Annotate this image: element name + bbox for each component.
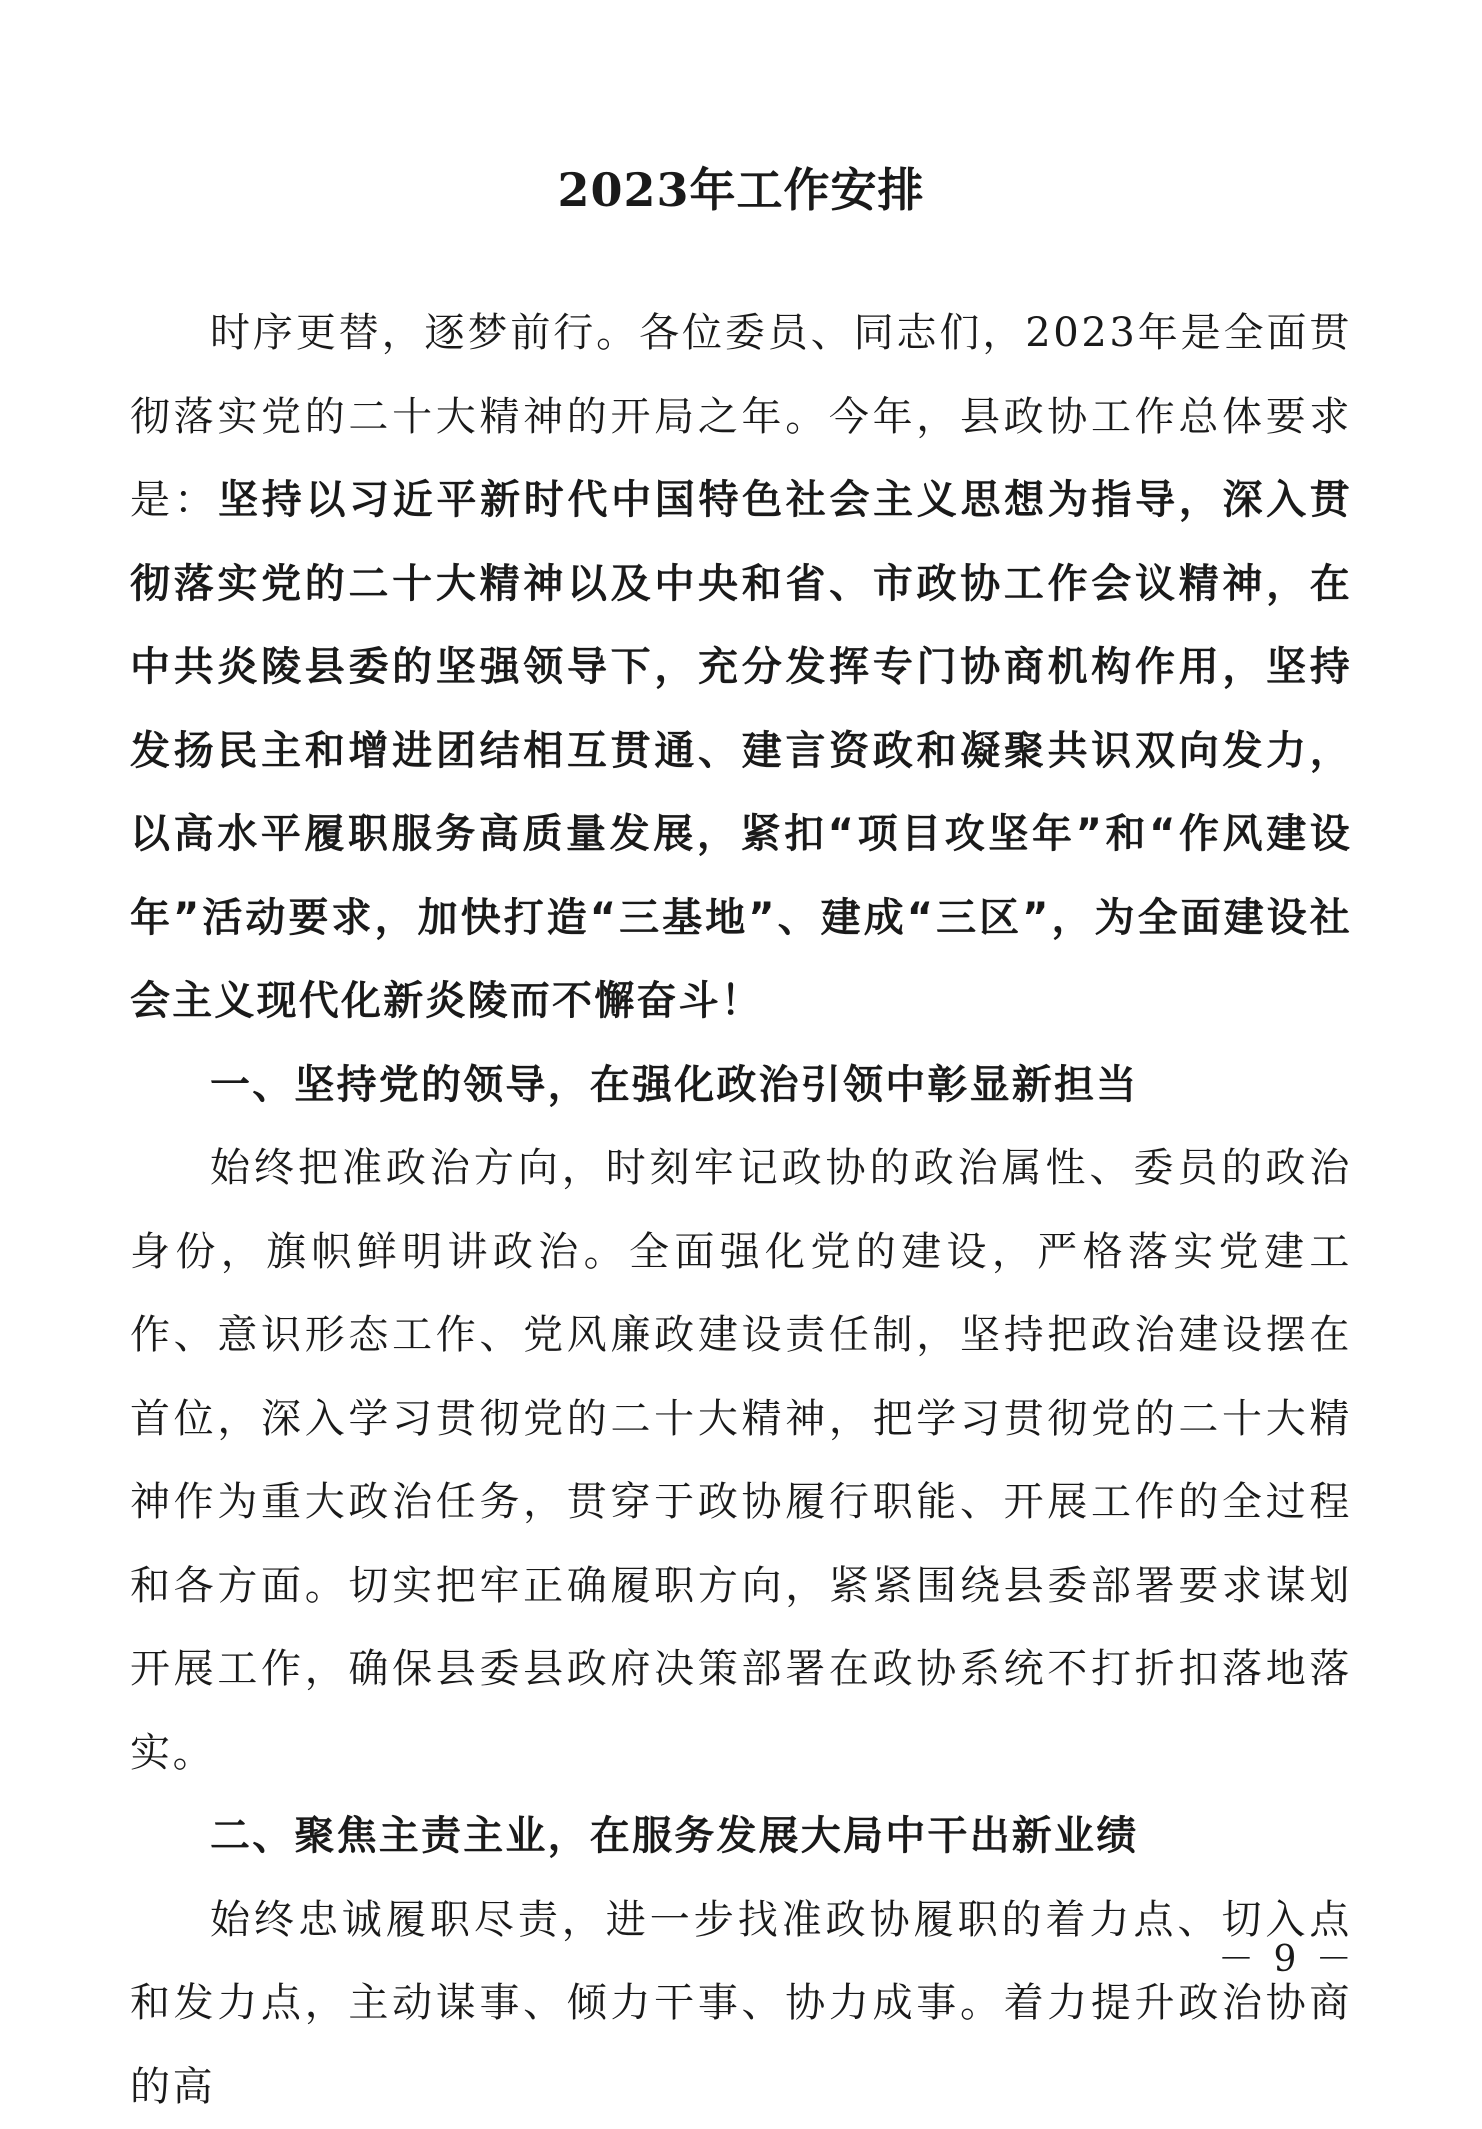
section-1-body: 始终把准政治方向，时刻牢记政协的政治属性、委员的政治身份，旗帜鲜明讲政治。全面强化党的建设，严格落实党建工作、意识形态工作、党风廉政建设责任制，坚持把政治建设摆在首位，深入学习贯彻党的二十大精神，把学习贯彻党的二十大精神作为重大政治任务，贯穿于政协履行职能、开展工作的全过程和各方面。切实把牢正确履职方向，紧紧围绕县委部署要求谋划开展工作，确保县委县政府决策部署在政协系统不打折扣落地落实。 [130, 1127, 1352, 1795]
page-title: 2023年工作安排 [0, 160, 1482, 220]
document-body [130, 292, 1352, 2129]
section-2-heading: 二、聚焦主责主业，在服务发展大局中干出新业绩 [130, 1795, 1352, 1879]
intro-lead: 时序更替，逐梦前行。各位委员、同志们，2023年是全面贯彻落实党的二十大精神的开局之年。今年，县政协工作总体要求是： [130, 310, 1352, 523]
section-2-body: 始终忠诚履职尽责，进一步找准政协履职的着力点、切入点和发力点，主动谋事、倾力干事、协力成事。着力提升政治协商的高 [130, 1879, 1352, 2129]
intro-paragraph [130, 292, 1352, 1044]
page-number: － 9 － [1218, 1935, 1356, 1985]
intro-emphasis: 坚持以习近平新时代中国特色社会主义思想为指导，深入贯彻落实党的二十大精神以及中央和省、市政协工作会议精神，在中共炎陵县委的坚强领导下，充分发挥专门协商机构作用，坚持发扬民主和增进团结相互贯通、建言资政和凝聚共识双向发力，以高水平履职服务高质量发展，紧扣“项目攻坚年”和“作风建设年”活动要求，加快打造“三基地”、建成“三区”，为全面建设社会主义现代化新炎陵而不懈奋斗！ [130, 477, 1352, 1024]
section-1-heading: 一、坚持党的领导，在强化政治引领中彰显新担当 [130, 1044, 1352, 1128]
